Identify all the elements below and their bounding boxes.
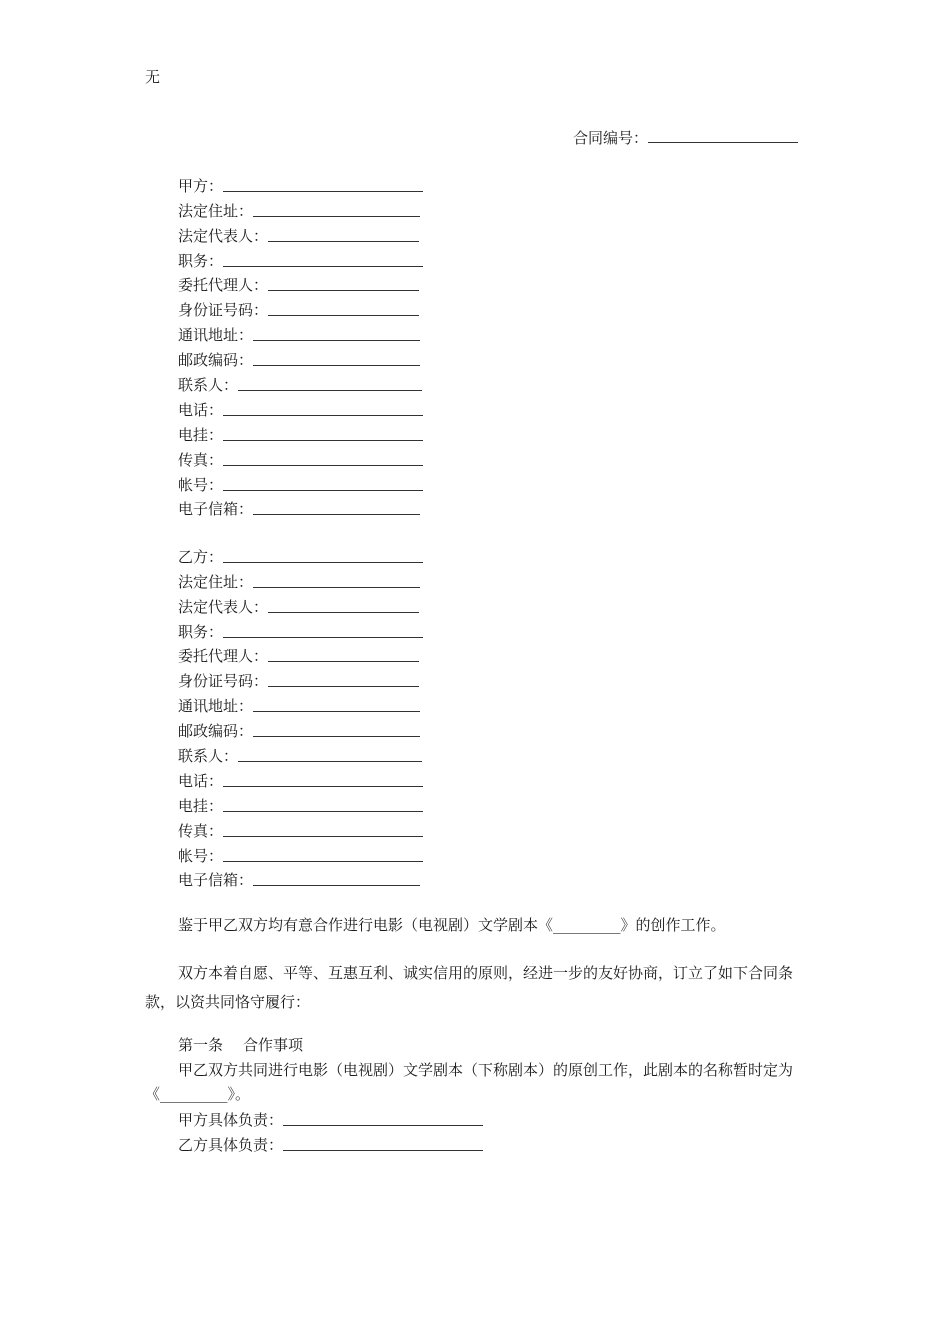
field-blank (268, 276, 419, 291)
article-1-heading (178, 1034, 303, 1055)
header-mark: 无 (145, 68, 161, 86)
party-a-field (178, 472, 423, 497)
party-a-field (178, 372, 423, 397)
field-blank (253, 573, 420, 588)
party-a-field (178, 248, 423, 273)
field-blank (223, 822, 423, 837)
party-b-block (178, 544, 423, 892)
party-b-field (178, 843, 423, 868)
field-label: 委托代理人： (178, 647, 269, 666)
field-label: 传真： (178, 821, 224, 840)
preamble-text: 鉴于甲乙双方均有意合作进行电影（电视剧）文学剧本《_________》的创作工作。 (178, 916, 726, 934)
field-blank (238, 747, 422, 762)
field-blank (223, 797, 423, 812)
party-b-field (178, 868, 423, 893)
party-a-field (178, 297, 423, 322)
party-b-responsibility-blank (283, 1136, 483, 1151)
field-blank (223, 548, 423, 563)
field-blank (223, 451, 423, 466)
field-label: 电子信箱： (178, 500, 254, 519)
party-b-field (178, 594, 423, 619)
field-label: 通讯地址： (178, 326, 254, 345)
party-a-responsibility-label: 甲方具体负责： (178, 1111, 284, 1129)
party-b-field (178, 569, 423, 594)
field-blank (253, 722, 420, 737)
field-blank (223, 847, 423, 862)
field-blank (238, 376, 422, 391)
article-number: 第一条 (178, 1036, 224, 1054)
field-blank (268, 672, 419, 687)
party-b-field (178, 793, 423, 818)
party-b-field (178, 743, 423, 768)
field-label: 联系人： (178, 747, 239, 766)
party-b-responsibility (178, 1133, 483, 1157)
field-label: 法定代表人： (178, 597, 269, 616)
field-label: 电话： (178, 771, 224, 790)
field-label: 委托代理人： (178, 276, 269, 295)
field-blank (223, 401, 423, 416)
field-label: 电挂： (178, 796, 224, 815)
party-a-field (178, 173, 423, 198)
party-a-field (178, 322, 423, 347)
field-label: 帐号： (178, 475, 224, 494)
field-blank (223, 426, 423, 441)
field-blank (223, 177, 423, 192)
field-label: 电子信箱： (178, 871, 254, 890)
party-a-field (178, 198, 423, 223)
field-blank (253, 351, 420, 366)
principles-text: 双方本着自愿、平等、互惠互利、诚实信用的原则，经进一步的友好协商，订立了如下合同条款，以资共同恪守履行： (145, 964, 794, 1011)
field-label: 职务： (178, 622, 224, 641)
article-title: 合作事项 (243, 1036, 304, 1054)
party-a-responsibility-blank (283, 1111, 483, 1126)
field-label: 邮政编码： (178, 351, 254, 370)
field-label: 甲方： (178, 176, 224, 195)
field-blank (268, 598, 419, 613)
contract-number-label: 合同编号： (573, 129, 649, 147)
party-b-responsibility-label: 乙方具体负责： (178, 1136, 284, 1154)
field-blank (223, 252, 423, 267)
field-label: 联系人： (178, 376, 239, 395)
field-label: 法定住址： (178, 572, 254, 591)
party-b-field (178, 768, 423, 793)
field-label: 法定代表人： (178, 226, 269, 245)
field-blank (268, 227, 419, 242)
field-label: 通讯地址： (178, 697, 254, 716)
field-label: 身份证号码： (178, 301, 269, 320)
party-a-field (178, 347, 423, 372)
field-label: 电挂： (178, 425, 224, 444)
field-blank (253, 871, 420, 886)
field-label: 乙方： (178, 547, 224, 566)
field-blank (253, 697, 420, 712)
contract-number-blank (648, 128, 798, 143)
party-b-field (178, 718, 423, 743)
field-label: 传真： (178, 450, 224, 469)
party-a-responsibility (178, 1108, 483, 1132)
party-a-field (178, 273, 423, 298)
party-b-field (178, 544, 423, 569)
party-b-field (178, 668, 423, 693)
field-blank (253, 326, 420, 341)
contract-number (573, 127, 798, 148)
party-a-field (178, 422, 423, 447)
field-blank (268, 647, 419, 662)
field-label: 身份证号码： (178, 672, 269, 691)
field-label: 职务： (178, 251, 224, 270)
party-b-field (178, 644, 423, 669)
field-blank (223, 623, 423, 638)
party-b-field (178, 619, 423, 644)
party-b-field (178, 818, 423, 843)
party-a-field (178, 497, 423, 522)
field-label: 法定住址： (178, 201, 254, 220)
field-blank (268, 301, 419, 316)
field-blank (223, 476, 423, 491)
field-blank (253, 500, 420, 515)
party-a-block (178, 173, 423, 521)
party-a-field (178, 447, 423, 472)
party-a-field (178, 397, 423, 422)
party-b-field (178, 693, 423, 718)
field-label: 帐号： (178, 846, 224, 865)
field-blank (253, 202, 420, 217)
field-label: 电话： (178, 400, 224, 419)
field-blank (223, 772, 423, 787)
article-1-body: 甲乙双方共同进行电影（电视剧）文学剧本（下称剧本）的原创工作，此剧本的名称暂时定为《_________》。 (145, 1061, 794, 1103)
field-label: 邮政编码： (178, 722, 254, 741)
party-a-field (178, 223, 423, 248)
